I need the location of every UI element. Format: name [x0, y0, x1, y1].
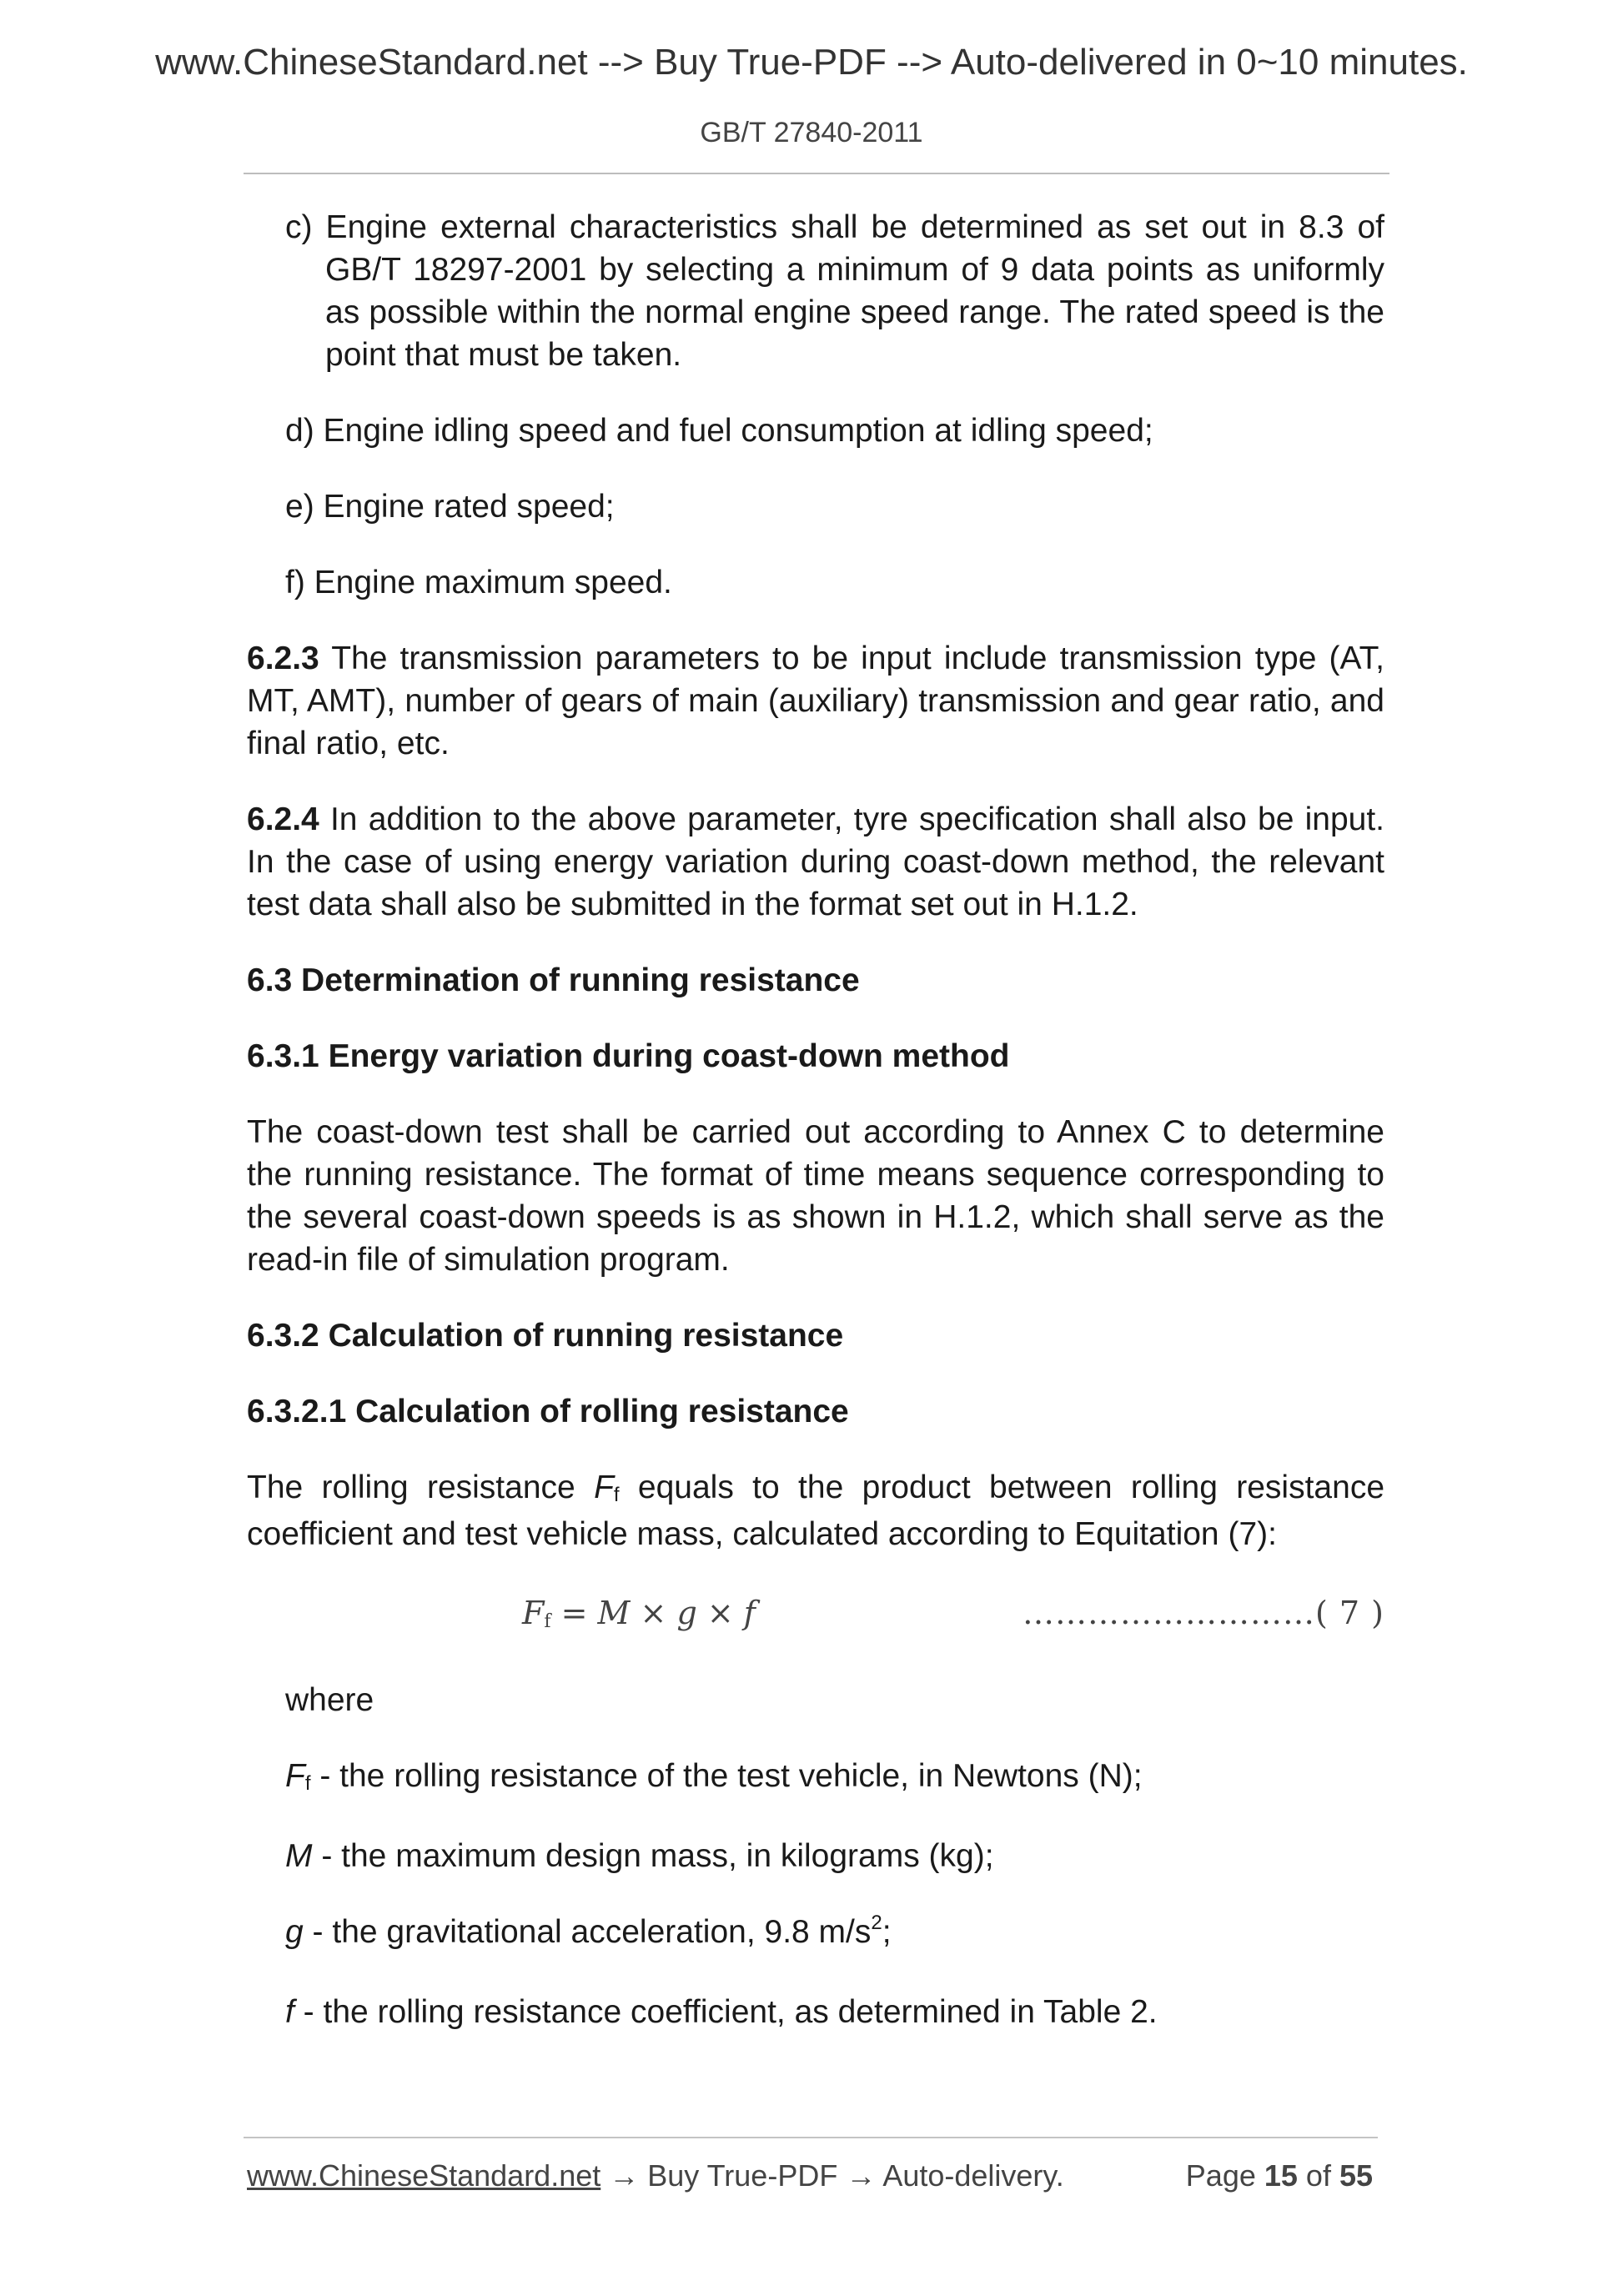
equation-7 [247, 1592, 1384, 1645]
definition-f: f - the rolling resistance coefficient, as determined in Table 2. [285, 1994, 1158, 2030]
paragraph-6-3-1: The coast-down test shall be carried out according to Annex C to determine the running resistance. The format of time means sequence corresponding to the several coast-down speeds is as shown in H.1.2, which shall serve as the read-in file of simulation program. [247, 1114, 1384, 1278]
heading-6-3-2-1: 6.3.2.1 Calculation of rolling resistance [247, 1394, 849, 1429]
current-page: 15 [1264, 2158, 1298, 2193]
header-divider [244, 173, 1389, 174]
clause-6-2-4 [247, 798, 1384, 926]
footer-site-link[interactable]: www.ChineseStandard.net [247, 2158, 601, 2193]
total-pages: 55 [1339, 2158, 1373, 2193]
definition-Ff: Ff - the rolling resistance of the test vehicle, in Newtons (N); [285, 1758, 1143, 1795]
clause-number: 6.2.3 [247, 641, 319, 676]
list-item-e: e) Engine rated speed; [285, 489, 615, 525]
heading-6-3-1: 6.3.1 Energy variation during coast-down method [247, 1038, 1010, 1074]
list-item-d: d) Engine idling speed and fuel consumption at idling speed; [285, 413, 1153, 449]
paragraph-6-3-2-1: The rolling resistance Ff equals to the product between rolling resistance coefficient and test vehicle mass, calculated according to Equitation (7): [247, 1470, 1385, 1552]
footer-tagline: → Buy True-PDF → Auto-delivery. [600, 2158, 1064, 2193]
page-content [247, 206, 1384, 2033]
definition-g: g - the gravitational acceleration, 9.8 $m/s^2$; [285, 1912, 892, 1950]
equation-number: ………………………( 7 ) [1023, 1595, 1384, 1631]
clause-text: In addition to the above parameter, tyre specification shall also be input. In the case of using energy variation during coast-down method, the relevant test data shall also be submitted in the format set out in H.1.2. [247, 801, 1384, 922]
symbol-F: F [594, 1470, 614, 1505]
list-item-c: c) Engine external characteristics shall be determined as set out in 8.3 of GB/T 18297-2001 by selecting a minimum of 9 data points as uniformly as possible within the normal engine speed range. The rated speed is the point that must be taken. [285, 209, 1384, 373]
clause-number: 6.2.4 [247, 801, 319, 837]
standard-number: GB/T 27840-2011 [700, 117, 923, 148]
heading-6-3-2: 6.3.2 Calculation of running resistance [247, 1318, 844, 1354]
top-banner: www.ChineseStandard.net --> Buy True-PDF --> Auto-delivered in 0~10 minutes. [155, 42, 1468, 83]
heading-6-3: 6.3 Determination of running resistance [247, 962, 860, 998]
list-item-f: f) Engine maximum speed. [285, 565, 672, 600]
footer-divider [244, 2137, 1378, 2138]
page-indicator: Page 15 of 55 [1185, 2158, 1373, 2193]
clause-text: The transmission parameters to be input include transmission type (AT, MT, AMT), number of gears of main (auxiliary) transmission and gear ratio, and final ratio, etc. [247, 641, 1384, 761]
definition-M: M - the maximum design mass, in kilograms (kg); [285, 1838, 994, 1874]
equation-formula: Ff = M × g × f [522, 1595, 756, 1632]
footer-link-area [247, 2158, 1064, 2193]
where-label: where [285, 1682, 374, 1718]
clause-6-2-3 [247, 637, 1384, 765]
